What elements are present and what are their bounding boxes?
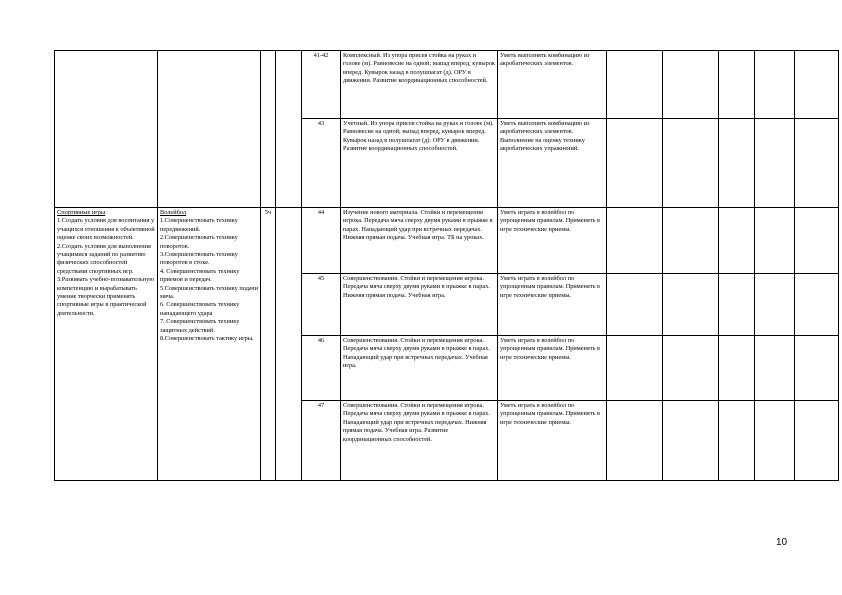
- blank-cell: [607, 208, 663, 274]
- lesson-number: 47: [302, 401, 341, 481]
- lesson-content: Изучение нового материала. Стойки и перемещения игрока. Передача мяча сверху двумя руками в прыжке в парах. Нападающий удар при встречных передачах. Нижняя прямая подача. Учебная игра. ТБ на уроках.: [341, 208, 498, 274]
- blank-cell: [795, 51, 839, 119]
- lesson-requirements: Уметь играть в волейбол по упрощенным правилам. Применять в игре технические приемы.: [498, 208, 607, 274]
- blank-cell: [795, 336, 839, 401]
- lesson-content: Учетный. Из упора присев стойка на руках и голове (м). Равновесие на одной; выпад вперед, кувырок вперед. Кувырок назад в полушпагат (д). ОРУ в движении. Развитие координационных способностей.: [341, 119, 498, 208]
- blank-cell: [276, 51, 302, 208]
- blank-cell: [719, 401, 755, 481]
- topic-cell-empty: [158, 51, 261, 208]
- lesson-requirements: Уметь выполнять комбинацию из акробатических элементов.: [498, 51, 607, 119]
- lesson-content: Совершенствования. Стойки и перемещения игрока. Передача мяча сверху двумя руками в прыжке в парах. Нижняя прямая подача. Учебная игра.: [341, 274, 498, 336]
- blank-cell: [795, 401, 839, 481]
- blank-cell: [755, 208, 795, 274]
- lesson-number: 44: [302, 208, 341, 274]
- blank-cell: [755, 401, 795, 481]
- lesson-number: 43: [302, 119, 341, 208]
- blank-cell: [795, 274, 839, 336]
- blank-cell: [663, 208, 719, 274]
- lesson-requirements: Уметь играть в волейбол по упрощенным правилам. Применять в игре технические приемы.: [498, 274, 607, 336]
- blank-cell: [607, 274, 663, 336]
- blank-cell: [663, 401, 719, 481]
- table-row: [55, 208, 839, 274]
- blank-cell: [663, 51, 719, 119]
- lesson-number: 45: [302, 274, 341, 336]
- topic-task: 8.Совершенствовать тактику игры.: [160, 335, 254, 343]
- lesson-content: Комплексный. Из упора присев стойка на руках и голове (м). Равновесие на одной; выпад вперед, кувырок вперед. Кувырок назад в полушпагат (д). ОРУ в движении. Развитие координационных способностей.: [341, 51, 498, 119]
- topic-task: 6. Совершенствовать технику нападающего удара: [160, 301, 240, 317]
- blank-cell: [607, 51, 663, 119]
- lesson-number: 46: [302, 336, 341, 401]
- lesson-plan-table: [54, 50, 839, 481]
- topic-task: 7. Совершенствовать технику защитных действий.: [160, 318, 240, 334]
- section-goal: 2.Создать условия для выполнения учащимися заданий по развитию физических способностей средствами спортивных игр.: [57, 242, 151, 275]
- table-row: [55, 51, 839, 119]
- lesson-requirements: Уметь играть в волейбол по упрощенным правилам. Применять в игре технические приемы.: [498, 401, 607, 481]
- section-title: Спортивные игры: [57, 209, 106, 216]
- blank-cell: [755, 336, 795, 401]
- lesson-requirements: Уметь играть в волейбол по упрощенным правилам. Применять в игре технические приемы.: [498, 336, 607, 401]
- blank-cell: [719, 274, 755, 336]
- topic-task: 3.Совершенствовать технику поворотов в стоке.: [160, 251, 238, 267]
- blank-cell: [607, 336, 663, 401]
- topic-cell: [158, 208, 261, 481]
- blank-cell: [795, 208, 839, 274]
- page-number: 10: [776, 537, 788, 548]
- topic-task: 5.Совершенствовать технику подачи мяча.: [160, 284, 258, 301]
- blank-cell: [795, 119, 839, 208]
- lesson-content: Совершенствования. Стойки и перемещения игрока. Передача мяча сверху двумя руками в прыжке в парах. Нападающий удар при встречных передачах. Нижняя прямая подача. Учебная игра. Развитие координационных способностей.: [341, 401, 498, 481]
- blank-cell: [719, 119, 755, 208]
- blank-cell: [719, 51, 755, 119]
- topic-task: 2.Совершенствовать технику поворотов.: [160, 234, 238, 250]
- lesson-requirements: Уметь выполнять комбинацию из акробатических элементов. Выполнение на оценку технику акробатических упражнений.: [498, 119, 607, 208]
- blank-cell: [663, 336, 719, 401]
- lesson-number: 41-42: [302, 51, 341, 119]
- topic-task: 4. Совершенствовать технику приемов и передач.: [160, 267, 240, 284]
- blank-cell: [276, 208, 302, 481]
- blank-cell: [663, 119, 719, 208]
- blank-cell: [719, 336, 755, 401]
- blank-cell: [663, 274, 719, 336]
- lesson-content: Совершенствования. Стойки и перемещения игрока. Передача мяча сверху двумя руками в прыжке в парах. Нападающий удар при встречных передачах. Учебная игра.: [341, 336, 498, 401]
- topic-title: Волейбол: [160, 209, 186, 216]
- blank-cell: [755, 119, 795, 208]
- blank-cell: [607, 401, 663, 481]
- blank-cell: [755, 274, 795, 336]
- blank-cell: [719, 208, 755, 274]
- topic-task: 1.Совершенствовать технику передвижений.: [160, 217, 238, 233]
- hours-cell: 5ч: [261, 208, 276, 481]
- section-cell: [55, 208, 158, 481]
- section-goal: 3.Развивать учебно-познавательную компетенцию и вырабатывать умение творчески применять спортивные игры в практической деятельности.: [57, 276, 154, 317]
- blank-cell: [607, 119, 663, 208]
- hours-cell-empty: [261, 51, 276, 208]
- section-goal: 1.Создать условия для воспитания у учащихся отношения к объективной оценке своих возможностей.: [57, 217, 155, 242]
- section-cell-empty: [55, 51, 158, 208]
- blank-cell: [755, 51, 795, 119]
